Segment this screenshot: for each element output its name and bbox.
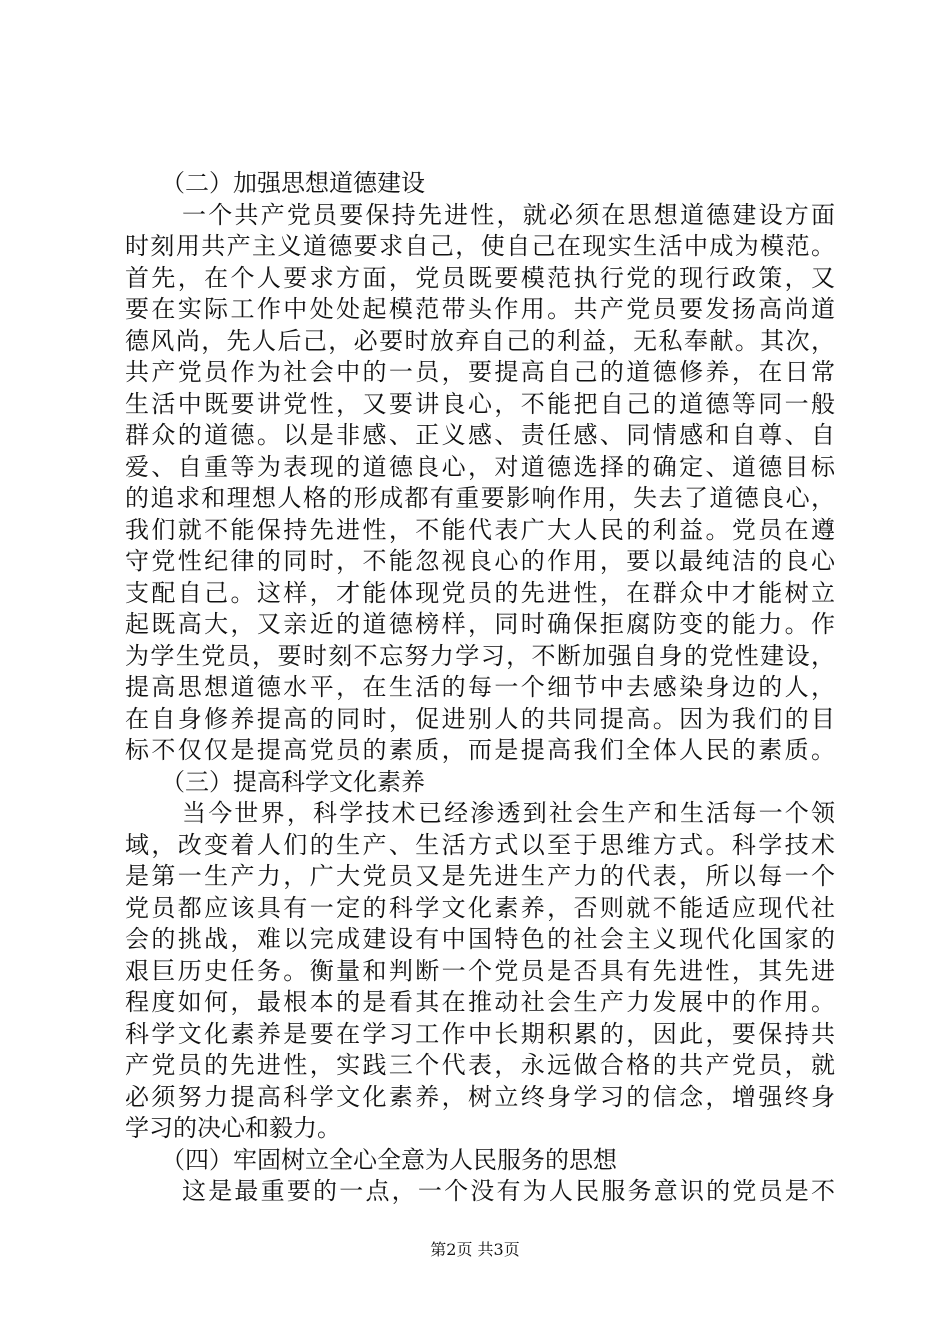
paragraph-line: 守党性纪律的同时，不能忽视良心的作用，要以最纯洁的良心 [125,547,835,575]
section-heading: （四）牢固树立全心全意为人民服务的思想 [161,1145,617,1174]
paragraph-last-line: 学习的决心和毅力。 [125,1114,341,1142]
paragraph-line: 首先，在个人要求方面，党员既要模范执行党的现行政策，又 [125,263,835,292]
paragraph-line: 德风尚，先人后己，必要时放弃自己的利益，无私奉献。其次， [125,326,835,355]
document-body [125,168,835,1208]
paragraph-first-line: 这是最重要的一点，一个没有为人民服务意识的党员是不 [182,1177,835,1205]
paragraph-line: 必须努力提高科学文化素养，树立终身学习的信念，增强终身 [125,1082,835,1111]
paragraph-line: 党员都应该具有一定的科学文化素养，否则就不能适应现代社 [125,893,835,922]
section-heading: （三）提高科学文化素养 [161,767,425,796]
paragraph-line: 标不仅仅是提高党员的素质，而是提高我们全体人民的素质。 [125,736,835,764]
paragraph-line: 共产党员作为社会中的一员，要提高自己的道德修养，在日常 [125,358,835,386]
paragraph-line: 支配自己。这样，才能体现党员的先进性，在群众中才能树立 [125,578,835,607]
paragraph-line: 的追求和理想人格的形成都有重要影响作用，失去了道德良心， [125,484,835,512]
paragraph-line: 为学生党员，要时刻不忘努力学习，不断加强自身的党性建设， [125,641,835,670]
paragraph-line: 程度如何，最根本的是看其在推动社会生产力发展中的作用。 [125,988,835,1016]
paragraph-line: 是第一生产力，广大党员又是先进生产力的代表，所以每一个 [125,862,835,890]
paragraph-line: 群众的道德。以是非感、正义感、责任感、同情感和自尊、自 [125,421,835,449]
section-heading: （二）加强思想道德建设 [161,169,425,197]
paragraph-line: 在自身修养提高的同时，促进别人的共同提高。因为我们的目 [125,704,835,733]
paragraph-line: 域，改变着人们的生产、生活方式以至于思维方式。科学技术 [125,830,835,859]
page-footer: 第2页 共3页 [430,1240,520,1259]
paragraph-line: 科学文化素养是要在学习工作中长期积累的，因此，要保持共 [125,1019,835,1048]
paragraph-line: 产党员的先进性，实践三个代表，永远做合格的共产党员，就 [125,1051,835,1079]
paragraph-line: 要在实际工作中处处起模范带头作用。共产党员要发扬高尚道 [125,295,835,323]
paragraph-first-line: 一个共产党员要保持先进性，就必须在思想道德建设方面 [182,200,835,229]
paragraph-line: 爱、自重等为表现的道德良心，对道德选择的确定、道德目标 [125,452,835,481]
paragraph-line: 时刻用共产主义道德要求自己，使自己在现实生活中成为模范。 [125,232,835,260]
paragraph-line: 会的挑战，难以完成建设有中国特色的社会主义现代化国家的 [125,925,835,953]
paragraph-first-line: 当今世界，科学技术已经渗透到社会生产和生活每一个领 [182,799,835,827]
paragraph-line: 我们就不能保持先进性，不能代表广大人民的利益。党员在遵 [125,515,835,544]
paragraph-line: 起既高大，又亲近的道德榜样，同时确保拒腐防变的能力。作 [125,610,835,638]
paragraph-line: 生活中既要讲党性，又要讲良心，不能把自己的道德等同一般 [125,389,835,418]
paragraph-line: 艰巨历史任务。衡量和判断一个党员是否具有先进性，其先进 [125,956,835,985]
paragraph-line: 提高思想道德水平，在生活的每一个细节中去感染身边的人， [125,673,835,701]
